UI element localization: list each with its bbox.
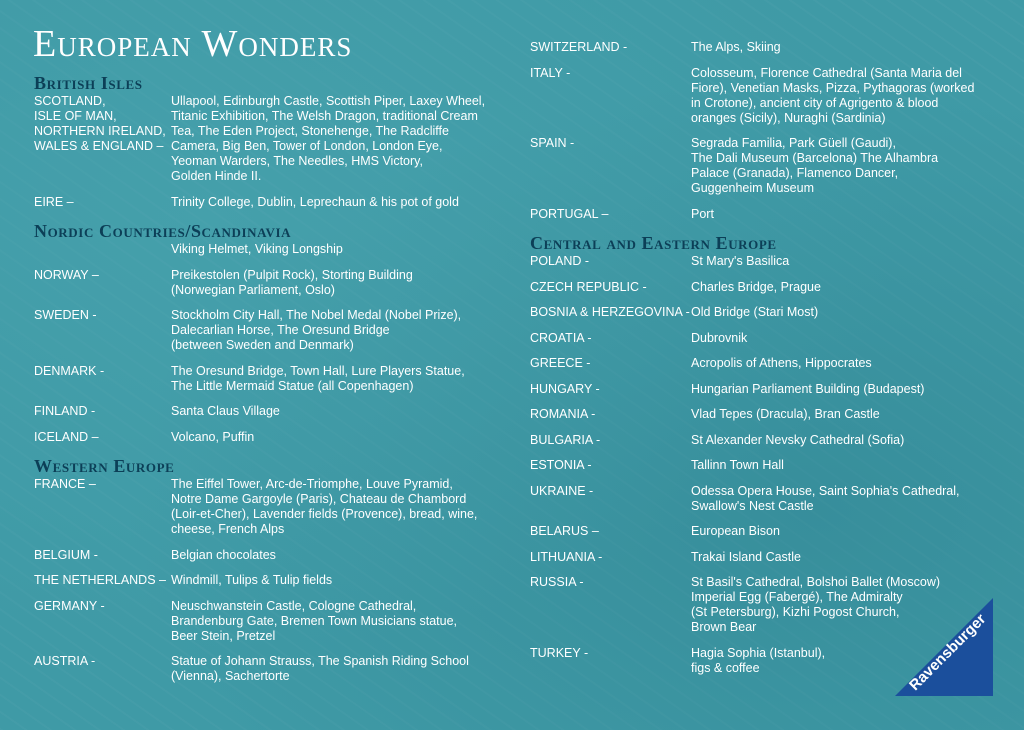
wonders-list: The Alps, Skiing xyxy=(691,40,781,54)
entry-croatia xyxy=(530,331,995,346)
country-label: LITHUANIA - xyxy=(530,549,603,564)
country-label: SWITZERLAND - xyxy=(530,40,628,54)
wonders-list: St Mary's Basilica xyxy=(691,254,790,268)
wonders-list: European Bison xyxy=(691,524,780,538)
country-label: GERMANY - xyxy=(34,598,105,613)
country-label: AUSTRIA - xyxy=(34,654,96,668)
country-label: BULGARIA - xyxy=(530,432,601,447)
entry-general xyxy=(34,242,514,257)
wonders-list: Statue of Johann Strauss, The Spanish Riding School (Vienna), Sachertorte xyxy=(171,654,469,683)
wonders-list: Old Bridge (Stari Most) xyxy=(691,305,819,319)
section-right_column-0 xyxy=(530,40,995,222)
wonders-list: Trinity College, Dublin, Leprechaun & his pot of gold xyxy=(171,194,459,209)
entry-romania xyxy=(530,407,995,422)
section-heading: Central and Eastern Europe xyxy=(530,233,777,253)
entry-austria xyxy=(34,654,514,684)
entry-italy xyxy=(530,66,995,126)
entry-finland xyxy=(34,404,514,419)
entry-eire xyxy=(34,195,514,210)
wonders-list: Santa Claus Village xyxy=(171,404,280,418)
entry-sweden xyxy=(34,308,514,353)
wonders-list: Neuschwanstein Castle, Cologne Cathedral, Brandenburg Gate, Bremen Town Musicians statue, Beer Stein, Pretzel xyxy=(171,598,458,643)
country-label: SPAIN - xyxy=(530,136,575,150)
section-heading: Western Europe xyxy=(34,456,175,476)
section-western-europe xyxy=(34,455,514,684)
wonders-list: St Alexander Nevsky Cathedral (Sofia) xyxy=(691,432,905,447)
wonders-list: Windmill, Tulips & Tulip fields xyxy=(171,573,333,587)
wonders-list: Viking Helmet, Viking Longship xyxy=(171,242,343,256)
country-label: FRANCE – xyxy=(34,477,96,491)
country-label: RUSSIA - xyxy=(530,575,584,589)
country-label: PORTUGAL – xyxy=(530,206,609,221)
entry-switzerland xyxy=(530,40,995,55)
entry-ukraine xyxy=(530,484,995,514)
country-label: FINLAND - xyxy=(34,404,96,418)
country-label: SWEDEN - xyxy=(34,308,97,322)
country-label: BELARUS – xyxy=(530,524,599,538)
entry-spain xyxy=(530,136,995,196)
entry-hungary xyxy=(530,382,995,397)
wonders-list: Vlad Tepes (Dracula), Bran Castle xyxy=(691,407,880,421)
country-label: UKRAINE - xyxy=(530,483,594,498)
wonders-list: The Oresund Bridge, Town Hall, Lure Players Statue, The Little Mermaid Statue (all Copenhagen) xyxy=(171,363,465,393)
entry-lithuania xyxy=(530,550,995,565)
wonders-list: The Eiffel Tower, Arc-de-Triomphe, Louve Pyramid, Notre Dame Gargoyle (Paris), Chateau de Chambord (Loir-et-Cher), Lavender fields (Provence), bread, wine, cheese, French Alps xyxy=(171,477,478,536)
section-heading: Nordic Countries/Scandinavia xyxy=(34,221,292,241)
wonders-list: Tallinn Town Hall xyxy=(691,458,784,472)
wonders-list: Charles Bridge, Prague xyxy=(691,279,821,294)
entry-belgium xyxy=(34,548,514,563)
wonders-list: Hagia Sophia (Istanbul), figs & coffee xyxy=(691,645,826,675)
entry-iceland xyxy=(34,430,514,445)
right-column xyxy=(530,40,995,686)
country-label: NORWAY – xyxy=(34,267,99,282)
wonders-list: Belgian chocolates xyxy=(171,547,276,562)
wonders-list: Odessa Opera House, Saint Sophia's Cathedral, Swallow's Nest Castle xyxy=(691,483,960,513)
entry-the-netherlands xyxy=(34,573,514,588)
entry-bosnia-herzegovina xyxy=(530,305,995,320)
country-label: ROMANIA - xyxy=(530,407,596,421)
country-label: ESTONIA - xyxy=(530,458,592,472)
entry-czech-republic xyxy=(530,280,995,295)
country-label: POLAND - xyxy=(530,254,590,268)
entry-scotland-isle-of-man-northern-ireland-wales-england xyxy=(34,94,514,184)
wonders-list: Hungarian Parliament Building (Budapest) xyxy=(691,381,925,396)
entry-norway xyxy=(34,268,514,298)
entry-belarus xyxy=(530,524,995,539)
left-column xyxy=(34,72,514,695)
page-title: European Wonders xyxy=(33,23,353,65)
wonders-list: Acropolis of Athens, Hippocrates xyxy=(691,356,872,370)
country-label: BELGIUM - xyxy=(34,547,98,562)
section-british-isles xyxy=(34,72,514,210)
country-label: CROATIA - xyxy=(530,330,592,345)
section-nordic-countries-scandinavia xyxy=(34,220,514,445)
wonders-list: Port xyxy=(691,206,714,221)
entry-portugal xyxy=(530,207,995,222)
wonders-list: St Basil's Cathedral, Bolshoi Ballet (Moscow) Imperial Egg (Fabergé), The Admiralty (St Petersburg), Kizhi Pogost Church, Brown Bear xyxy=(691,575,941,634)
wonders-list: Preikestolen (Pulpit Rock), Storting Building (Norwegian Parliament, Oslo) xyxy=(171,267,413,297)
entry-france xyxy=(34,477,514,537)
wonders-list: Dubrovnik xyxy=(691,330,748,345)
logo-text: Ravensburger xyxy=(906,610,990,695)
wonders-list: Trakai Island Castle xyxy=(691,549,801,564)
wonders-list: Ullapool, Edinburgh Castle, Scottish Piper, Laxey Wheel, Titanic Exhibition, The Welsh Dragon, traditional Cream Tea, The Eden Project, Stonehenge, The Radcliffe Camera, Big Ben, Tower of London, London Eye, Yeoman Warders, The Needles, HMS Victory, Golden Hinde II. xyxy=(171,94,486,183)
country-label: DENMARK - xyxy=(34,363,105,378)
country-label: SCOTLAND, ISLE OF MAN, NORTHERN IRELAND, WALES & ENGLAND – xyxy=(34,94,166,153)
country-label: ICELAND – xyxy=(34,429,99,444)
country-label: ITALY - xyxy=(530,65,571,80)
country-label: BOSNIA & HERZEGOVINA - xyxy=(530,305,690,319)
wonders-list: Segrada Familia, Park Güell (Gaudi), The Dali Museum (Barcelona) The Alhambra Palace (Granada), Flamenco Dancer, Guggenheim Museum xyxy=(691,136,939,195)
section-heading: British Isles xyxy=(34,73,143,93)
entry-denmark xyxy=(34,364,514,394)
wonders-list: Volcano, Puffin xyxy=(171,429,255,444)
country-label: EIRE – xyxy=(34,194,74,209)
country-label: GREECE - xyxy=(530,356,591,370)
entry-poland xyxy=(530,254,995,269)
wonders-list: Stockholm City Hall, The Nobel Medal (Nobel Prize), Dalecarlian Horse, The Oresund Bridge (between Sweden and Denmark) xyxy=(171,308,462,352)
entry-estonia xyxy=(530,458,995,473)
entry-germany xyxy=(34,599,514,644)
wonders-list: Colosseum, Florence Cathedral (Santa Maria del Fiore), Venetian Masks, Pizza, Pythagoras (worked in Crotone), ancient city of Agrigento & blood oranges (Sicily), Nuraghi (Sardinia) xyxy=(691,65,975,125)
entry-greece xyxy=(530,356,995,371)
country-label: HUNGARY - xyxy=(530,381,600,396)
country-label: TURKEY - xyxy=(530,645,589,660)
country-label: THE NETHERLANDS – xyxy=(34,573,166,587)
country-label xyxy=(34,242,171,257)
entry-bulgaria xyxy=(530,433,995,448)
country-label: CZECH REPUBLIC - xyxy=(530,279,647,294)
